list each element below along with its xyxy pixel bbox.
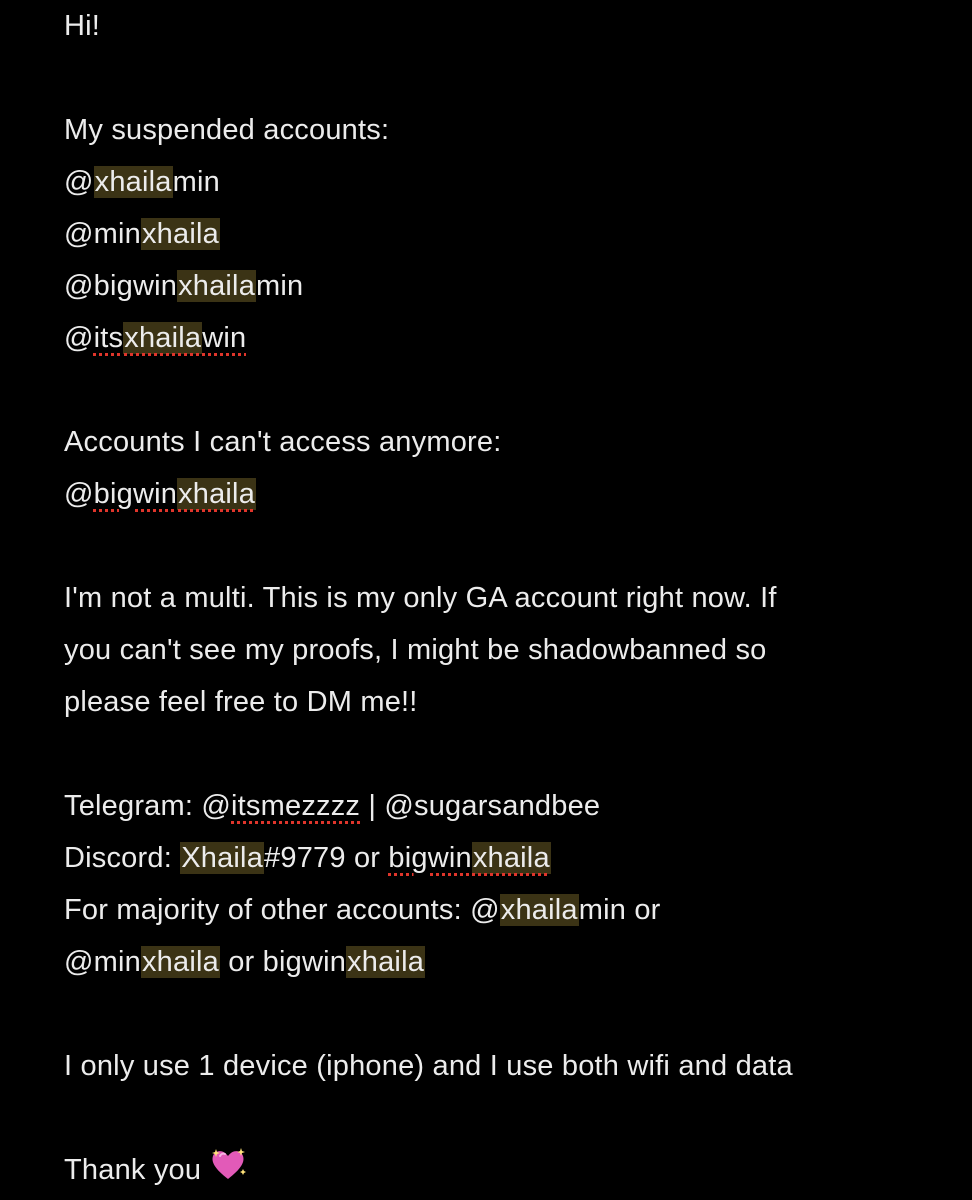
misspelled-word[interactable] xyxy=(388,842,550,874)
other-accounts-line-1 xyxy=(64,884,944,936)
handle-part: its xyxy=(93,322,124,354)
suspended-account-1 xyxy=(64,156,944,208)
multi-line-3: please feel free to DM me!! xyxy=(64,686,418,718)
blank-line xyxy=(64,988,944,1040)
inaccessible-account xyxy=(64,468,944,520)
search-match-highlight: Xhaila xyxy=(181,842,264,874)
misspelled-word[interactable] xyxy=(94,322,247,354)
search-match-highlight: xhaila xyxy=(141,218,219,250)
multi-line-1: I'm not a multi. This is my only GA account right now. If xyxy=(64,582,777,614)
search-match-highlight: xhaila xyxy=(472,842,550,874)
telegram-rest: | @sugarsandbee xyxy=(360,790,601,822)
telegram-label: Telegram: @ xyxy=(64,790,232,822)
search-match-highlight: xhaila xyxy=(94,166,172,198)
telegram-line xyxy=(64,780,944,832)
blank-line xyxy=(64,364,944,416)
handle-suffix: min xyxy=(256,270,304,302)
blank-line xyxy=(64,728,944,780)
handle-part: bigwin xyxy=(93,478,178,510)
other-text: For majority of other accounts: @ xyxy=(64,894,500,926)
search-match-highlight: xhaila xyxy=(347,946,425,978)
other-mid: or bigwin xyxy=(219,946,347,978)
handle-part: win xyxy=(202,322,247,354)
handle-prefix: @min xyxy=(64,218,141,250)
suspended-heading: My suspended accounts: xyxy=(64,114,390,146)
search-match-highlight: xhaila xyxy=(178,270,256,302)
search-match-highlight: xhaila xyxy=(500,894,578,926)
other-accounts-line-2 xyxy=(64,936,944,988)
handle-prefix: @ xyxy=(64,166,94,198)
suspended-account-3 xyxy=(64,260,944,312)
discord-line xyxy=(64,832,944,884)
misspelled-word[interactable]: itsmezzzz xyxy=(231,790,361,822)
search-match-highlight: xhaila xyxy=(178,478,256,510)
discord-mid: #9779 or xyxy=(264,842,389,874)
sparkling-heart-icon xyxy=(209,1147,247,1200)
handle-prefix: @ xyxy=(64,322,94,354)
blank-line xyxy=(64,1092,944,1144)
other-prefix: @min xyxy=(64,946,141,978)
handle-prefix: @ xyxy=(64,478,94,510)
inaccessible-heading: Accounts I can't access anymore: xyxy=(64,426,502,458)
greeting-line: Hi! xyxy=(64,10,101,42)
device-line: I only use 1 device (iphone) and I use both wifi and data xyxy=(64,1050,793,1082)
note-body[interactable] xyxy=(64,0,944,1196)
handle-suffix: min xyxy=(172,166,220,198)
suspended-account-4 xyxy=(64,312,944,364)
suspended-account-2 xyxy=(64,208,944,260)
search-match-highlight: xhaila xyxy=(124,322,202,354)
multi-line-2: you can't see my proofs, I might be shadowbanned so xyxy=(64,634,767,666)
handle-part: bigwin xyxy=(388,842,472,874)
search-match-highlight: xhaila xyxy=(141,946,219,978)
handle-prefix: @bigwin xyxy=(64,270,178,302)
discord-label: Discord: xyxy=(64,842,181,874)
thanks-line xyxy=(64,1144,944,1196)
other-suffix: min or xyxy=(578,894,661,926)
thanks-text: Thank you xyxy=(64,1154,202,1186)
misspelled-word[interactable] xyxy=(94,478,256,510)
blank-line xyxy=(64,520,944,572)
blank-line xyxy=(64,52,944,104)
